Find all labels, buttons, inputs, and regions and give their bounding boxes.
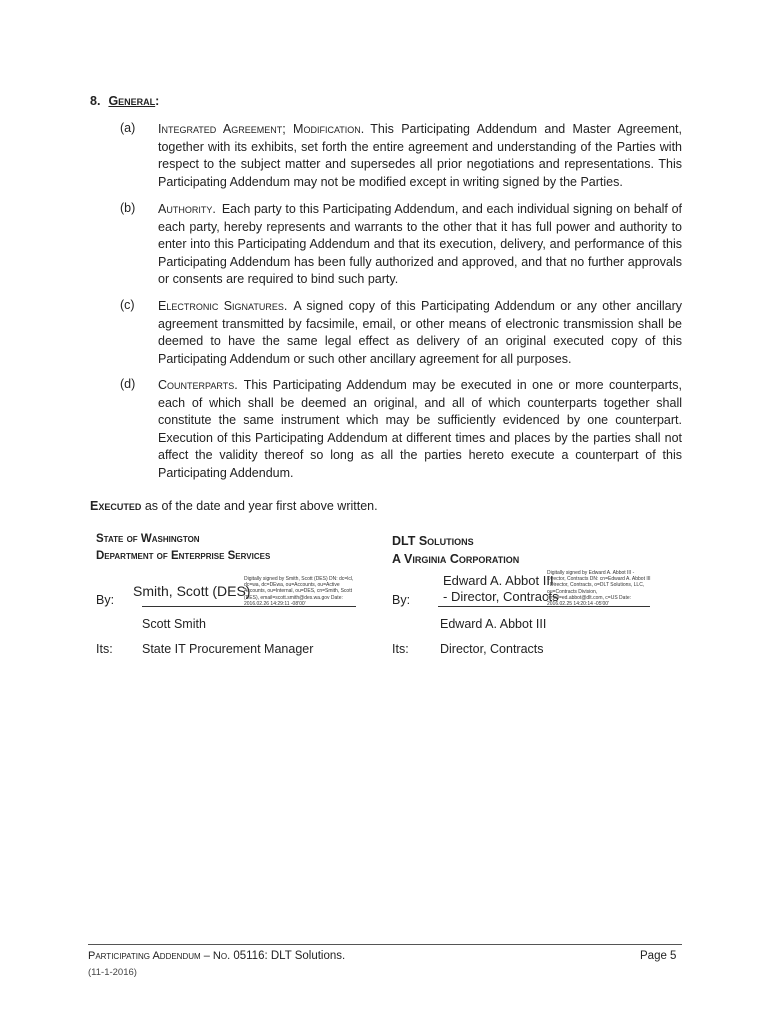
paragraph-label: (c)	[120, 298, 135, 312]
left-party-line1: State of Washington	[96, 533, 200, 545]
right-signature-details: Digitally signed by Edward A. Abbot III - Director, Contracts DN: cn=Edward A. Abbot III - Director, Contracts, o=DLT Solutions, LLC, ou=Contracts Division, email=ed.abbot@dlt.com, c=US Date: 2016.02.25 14:20:14 -05'00'	[547, 570, 651, 608]
right-printed-name: Edward A. Abbot III	[440, 617, 547, 631]
right-party-line1: DLT Solutions	[392, 534, 474, 548]
paragraph-electronic-signatures	[120, 298, 682, 368]
section-heading	[90, 94, 159, 108]
footer-addendum-number: 05116: DLT Solutions.	[233, 950, 346, 962]
section-title: General	[108, 94, 156, 108]
paragraph-label: (a)	[120, 121, 136, 135]
section-number: 8.	[90, 94, 101, 108]
paragraph-counterparts	[120, 377, 682, 483]
paragraph-text: Each party to this Participating Addendum, and each individual signing on behalf of each party, hereby represents and warrants to the other that it has full power and authority to enter into this Participating Addendum and that its execution, delivery, and performance of this Participating Addendum has been fully authorized and approved, and that no further approvals or consents are required to bind such party.	[158, 202, 682, 287]
executed-bold: Executed	[90, 499, 142, 513]
right-signature-name-2: - Director, Contracts	[443, 589, 559, 604]
left-signature-details: Digitally signed by Smith, Scott (DES) DN: dc=lcl, dc=wa, dc=DEwa, ou=Accounts, ou=Active Accounts, ou=Internal, ou=DES, cn=Smith, Scott (DES), email=scott.smith@des.wa.gov Date: 2016.02.26 14:29:11 -08'00'	[244, 576, 354, 607]
paragraph-label: (d)	[120, 377, 136, 391]
paragraph-text: This Participating Addendum and Master Agreement, together with its exhibits, set forth the entire agreement and understanding of the Parties with respect to the subject matter and supersedes all prior negotiations and representations. This Participating Addendum may not be modified except in writing signed by the Parties.	[158, 122, 683, 189]
right-by-label: By:	[392, 593, 411, 607]
left-its-label: Its:	[96, 642, 113, 656]
footer-date: (11-1-2016)	[88, 967, 137, 978]
right-signature-name-1: Edward A. Abbot III	[443, 573, 554, 588]
executed-rest: as of the date and year first above written.	[141, 499, 378, 513]
left-title: State IT Procurement Manager	[142, 642, 314, 656]
left-signature-name: Smith, Scott (DES)	[133, 583, 251, 599]
paragraph-title: Authority.	[158, 202, 216, 216]
paragraph-title: Integrated Agreement; Modification.	[158, 122, 365, 136]
paragraph-title: Electronic Signatures.	[158, 299, 288, 313]
right-signature-line	[438, 606, 650, 607]
paragraph-title: Counterparts.	[158, 378, 238, 392]
footer-divider	[88, 944, 682, 945]
right-title: Director, Contracts	[440, 642, 544, 656]
footer-addendum-label: Participating Addendum – No.	[88, 950, 231, 962]
paragraph-label: (b)	[120, 201, 136, 215]
right-party-line2: A Virginia Corporation	[392, 552, 520, 566]
left-party-line2: Department of Enterprise Services	[96, 550, 271, 562]
right-its-label: Its:	[392, 642, 409, 656]
section-colon: :	[155, 94, 160, 108]
paragraph-text: A signed copy of this Participating Addendum or any other ancillary agreement transmitted by facsimile, email, or other means of electronic transmission shall be deemed to have the same legal effect as delivery of an original executed copy of this Participating Addendum or such other ancillary agreement for all purposes.	[158, 299, 682, 366]
left-signature-line	[142, 606, 356, 607]
footer-page-number: Page 5	[640, 950, 677, 962]
footer-addendum	[88, 950, 345, 962]
paragraph-integrated-agreement	[120, 121, 682, 191]
paragraph-authority	[120, 201, 682, 289]
left-printed-name: Scott Smith	[142, 617, 206, 631]
left-by-label: By:	[96, 593, 115, 607]
paragraph-text: This Participating Addendum may be executed in one or more counterparts, each of which shall be deemed an original, and all of which counterparts together shall constitute the same instrument which may be sufficiently evidenced by one counterpart. Execution of this Participating Addendum at different times and places by the parties shall not affect the validity thereof so long as all the parties hereto execute a counterpart of this Participating Addendum.	[158, 378, 682, 480]
executed-statement	[90, 499, 378, 513]
